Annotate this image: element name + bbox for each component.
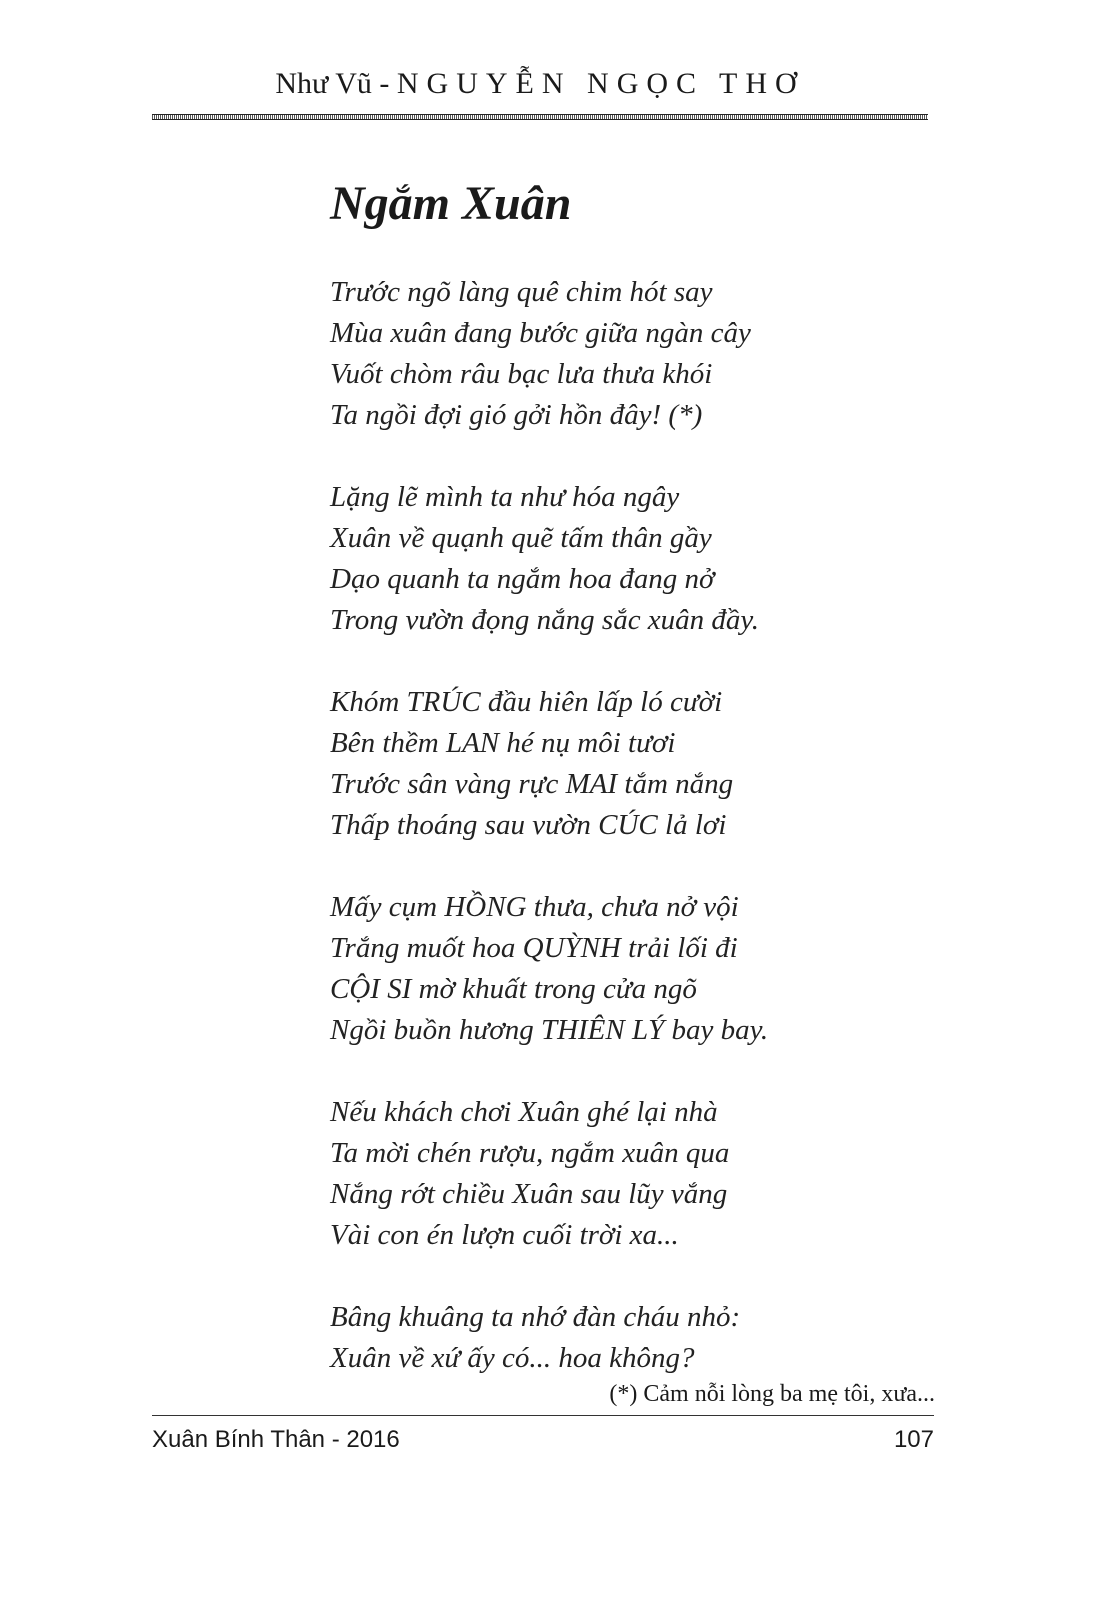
- poem-line: Bâng khuâng ta nhớ đàn cháu nhỏ:: [330, 1301, 741, 1333]
- stanza-1: [330, 272, 930, 436]
- stanza-5: [330, 1092, 930, 1256]
- poem-line: Nếu khách chơi Xuân ghé lại nhà: [330, 1096, 718, 1128]
- poem-line: Xuân về xứ ấy có... hoa không?: [330, 1342, 695, 1374]
- author-name: NGUYỄN NGỌC THƠ: [396, 67, 805, 100]
- stanza-6: [330, 1297, 930, 1379]
- poem-line: Bên thềm LAN hé nụ môi tươi: [330, 727, 676, 759]
- poem-line: Mùa xuân đang bước giữa ngàn cây: [330, 317, 751, 349]
- running-header: [152, 62, 928, 106]
- poem-line: Trong vườn đọng nắng sắc xuân đầy.: [330, 604, 759, 636]
- publication-title: Xuân Bính Thân - 2016: [152, 1426, 400, 1453]
- poem-line: Ngồi buồn hương THIÊN LÝ bay bay.: [330, 1014, 769, 1046]
- footnote: (*) Cảm nỗi lòng ba mẹ tôi, xưa...: [609, 1381, 935, 1407]
- poem-line: Vuốt chòm râu bạc lưa thưa khói: [330, 358, 713, 390]
- stanza-4: [330, 887, 930, 1051]
- poem-line: Trước sân vàng rực MAI tắm nắng: [330, 768, 734, 800]
- poem-line: CỘI SI mờ khuất trong cửa ngõ: [330, 973, 697, 1005]
- poem-line: Trước ngõ làng quê chim hót say: [330, 276, 713, 308]
- header-divider: [152, 114, 928, 120]
- poem-line: Vài con én lượn cuối trời xa...: [330, 1219, 679, 1251]
- footer-divider: [152, 1415, 934, 1416]
- stanza-2: [330, 477, 930, 641]
- author-prefix: Như Vũ -: [275, 67, 397, 100]
- poem-line: Nắng rớt chiều Xuân sau lũy vắng: [330, 1178, 728, 1210]
- poem-line: Thấp thoáng sau vườn CÚC lả lơi: [330, 809, 727, 841]
- poem-body: [330, 272, 930, 1420]
- poem-title: Ngắm Xuân: [330, 177, 572, 230]
- poem-line: Trắng muốt hoa QUỲNH trải lối đi: [330, 932, 738, 964]
- poem-line: Ta mời chén rượu, ngắm xuân qua: [330, 1137, 730, 1169]
- poem-line: Xuân về quạnh quẽ tấm thân gầy: [330, 522, 712, 554]
- page-number: 107: [893, 1426, 934, 1453]
- poem-line: Mấy cụm HỒNG thưa, chưa nở vội: [330, 891, 739, 923]
- poem-line: Ta ngồi đợi gió gởi hồn đây! (*): [330, 399, 703, 431]
- stanza-3: [330, 682, 930, 846]
- poem-line: Khóm TRÚC đầu hiên lấp ló cười: [330, 686, 723, 718]
- poem-line: Lặng lẽ mình ta như hóa ngây: [330, 481, 680, 513]
- poem-line: Dạo quanh ta ngắm hoa đang nở: [330, 563, 715, 595]
